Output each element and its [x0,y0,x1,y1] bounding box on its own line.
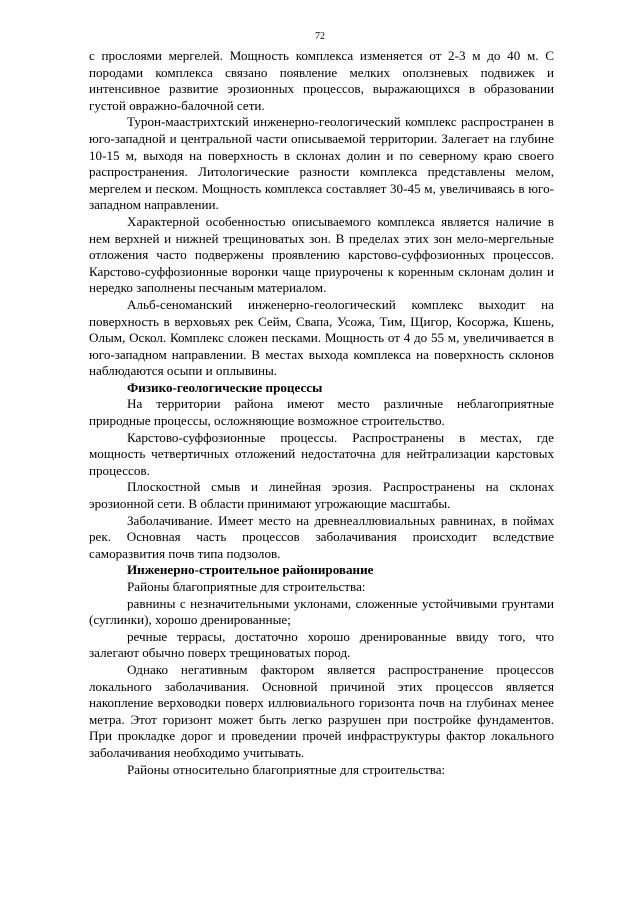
paragraph: Характерной особенностью описываемого комплекса является наличие в нем верхней и нижней трещиноватых зон. В пределах этих зон мело-мергельные отложения часто подвержены проявлению карстово-суффозионных процессов. Карстово-суффозионные воронки чаще приурочены к коренным склонам долин и нередко заполнены песчаным материалом. [89,213,554,296]
paragraph: речные террасы, достаточно хорошо дренированные ввиду того, что залегают обычно поверх трещиноватых пород. [89,628,554,661]
body-text [89,48,554,778]
section-heading: Инженерно-строительное районирование [127,562,374,578]
paragraph: Альб-сеноманский инженерно-геологический комплекс выходит на поверхность в верховьях рек Сейм, Свапа, Усожа, Тим, Щигор, Косоржа, Кшень, Олым, Оскол. Комплекс сложен песками. Мощность от 4 до 55 м, увеличивается в юго-западном направлении. В местах выхода комплекса на поверхность склонов наблюдаются осыпи и оплывины. [89,296,554,379]
paragraph: На территории района имеют место различные неблагоприятные природные процессы, осложняющие возможное строительство. [89,396,554,429]
paragraph: Однако негативным фактором является распространение процессов локального заболачивания. Основной причиной этих процессов является накопление верховодки поверх иллювиального горизонта почв на глубинах менее метра. Этот горизонт может быть легко разрушен при постройке фундаментов. При прокладке дорог и проведении прочей инфраструктуры фактор локального заболачивания необходимо учитывать. [89,661,554,760]
paragraph: с прослоями мергелей. Мощность комплекса изменяется от 2-3 м до 40 м. С породами комплекса связано появление мелких оползневых подвижек и интенсивное развитие эрозионных процессов, выражающихся в образовании густой овражно-балочной сети. [89,48,554,113]
paragraph: Плоскостной смыв и линейная эрозия. Распространены на склонах эрозионной сети. В области принимают угрожающие масштабы. [89,479,554,512]
paragraph: Карстово-суффозионные процессы. Распространены в местах, где мощность четвертичных отложений недостаточна для нейтрализации карстовых процессов. [89,429,554,478]
page-number: 72 [315,31,325,42]
paragraph: Районы благоприятные для строительства: [127,579,366,594]
paragraph: Турон-маастрихтский инженерно-геологический комплекс распространен в юго-западной и центральной части описываемой территории. Залегает на глубине 10-15 м, выходя на поверхность в склонах долин и по северному краю своего распространения. Литологические разности комплекса представлены мелом, мергелем и песком. Мощность комплекса составляет 30-45 м, увеличиваясь в юго-западном направлении. [89,114,554,213]
paragraph: равнины с незначительными уклонами, сложенные устойчивыми грунтами (суглинки), хорошо дренированные; [89,595,554,628]
paragraph: Районы относительно благоприятные для строительства: [127,761,446,777]
section-heading: Физико-геологические процессы [127,379,323,395]
paragraph: Заболачивание. Имеет место на древнеаллювиальных равнинах, в поймах рек. Основная часть процессов заболачивания происходит вследствие саморазвития почв типа подзолов. [89,512,554,561]
